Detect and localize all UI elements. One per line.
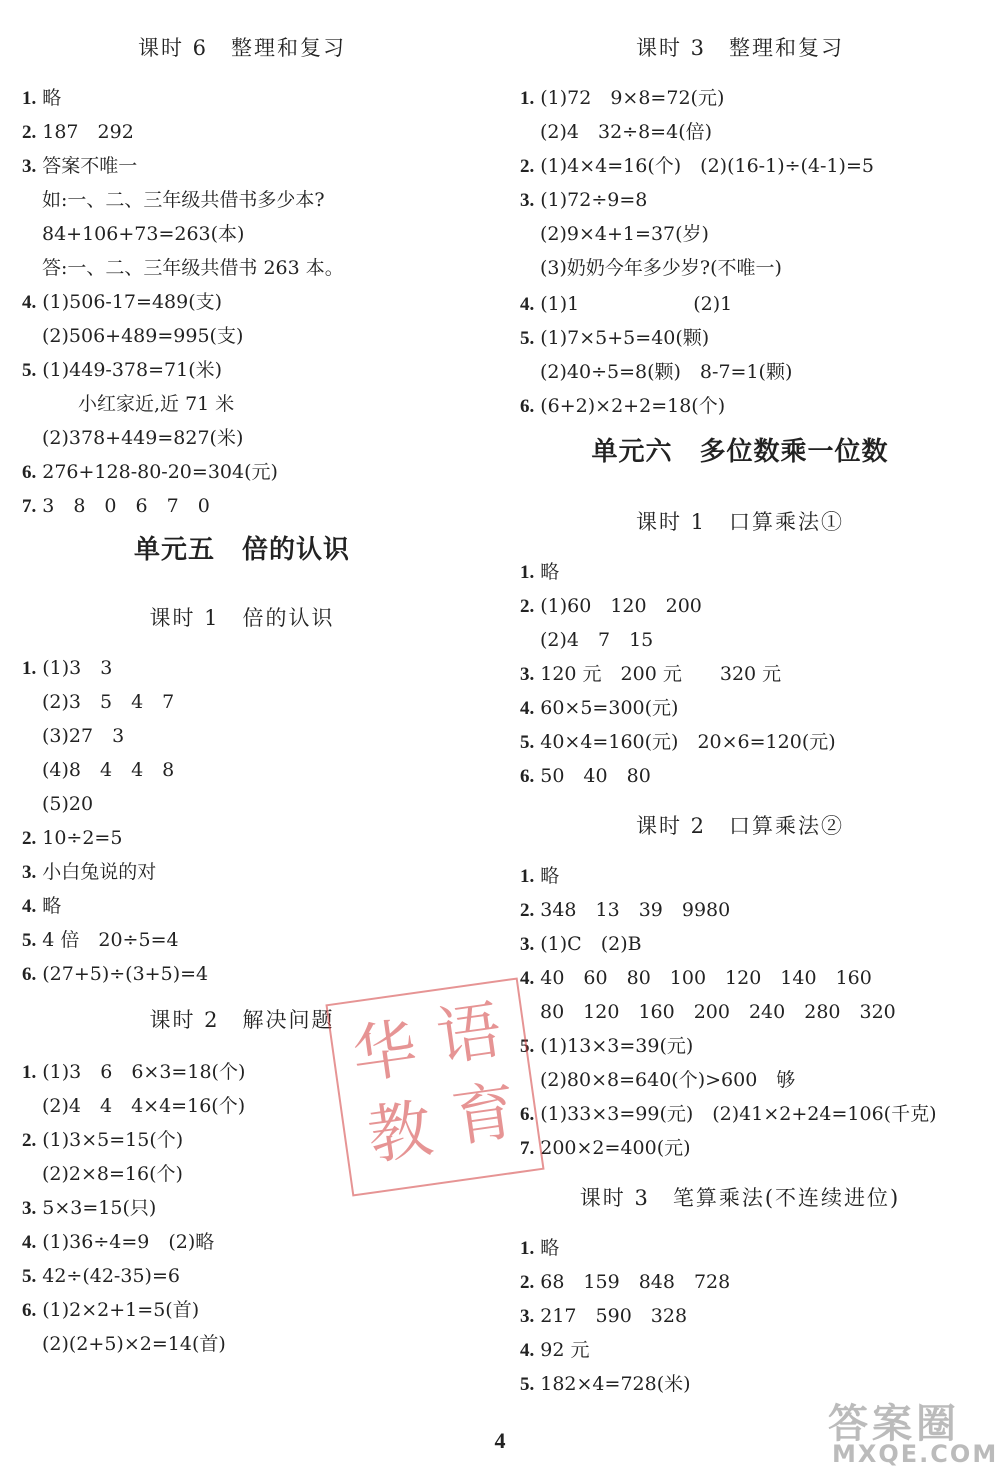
lesson-title — [22, 36, 462, 60]
answer-line — [42, 792, 93, 816]
answer-text: 4 倍 20÷5=4 — [42, 929, 179, 951]
answer-text: (5)20 — [42, 793, 94, 815]
answer-line — [520, 1270, 730, 1295]
answer-text: (1)506-17=489(支) — [42, 291, 223, 313]
answer-line — [520, 764, 651, 789]
answer-line — [42, 724, 124, 748]
question-number: 2. — [520, 596, 535, 617]
answer-line — [520, 394, 725, 419]
answer-text: (1)3 6 6×3=18(个) — [42, 1061, 246, 1083]
question-number: 4. — [22, 292, 37, 313]
question-number: 5. — [22, 360, 37, 381]
answer-text: 课时 1 倍的认识 — [149, 606, 335, 630]
question-number: 2. — [22, 828, 37, 849]
answer-text: (1)60 120 200 — [540, 595, 702, 617]
answer-line — [42, 188, 325, 212]
answer-line — [520, 292, 732, 317]
question-number: 3. — [520, 664, 535, 685]
answer-line — [42, 1094, 245, 1118]
answer-text: 68 159 848 728 — [540, 1271, 731, 1293]
answer-line — [520, 1372, 691, 1397]
answer-text: (2)4 7 15 — [540, 629, 654, 651]
answer-text: (27+5)÷(3+5)=4 — [42, 963, 209, 985]
answer-text: (1)72÷9=8 — [540, 189, 648, 211]
answer-line — [42, 256, 344, 280]
question-number: 4. — [22, 896, 37, 917]
answer-text: (2)40÷5=8(颗) 8-7=1(颗) — [540, 361, 793, 383]
answer-text: 课时 3 笔算乘法(不连续进位) — [579, 1186, 901, 1210]
corner-watermark — [818, 1392, 998, 1476]
answer-text: (3)奶奶今年多少岁?(不唯一) — [540, 257, 782, 279]
answer-line — [22, 1298, 199, 1323]
answer-text: (1)7×5+5=40(颗) — [540, 327, 710, 349]
answer-text: 课时 2 口算乘法② — [635, 814, 845, 838]
answer-text: 单元六 多位数乘一位数 — [591, 437, 889, 467]
answer-text: (1)3×5=15(个) — [42, 1129, 184, 1151]
answer-text: (4)8 4 4 8 — [42, 759, 175, 781]
question-number: 5. — [520, 732, 535, 753]
question-number: 1. — [520, 88, 535, 109]
answer-text: 200×2=400(元) — [540, 1137, 691, 1159]
answer-line — [540, 360, 792, 384]
question-number: 4. — [520, 968, 535, 989]
question-number: 3. — [22, 156, 37, 177]
answer-text: 187 292 — [42, 121, 134, 143]
answer-text: 略 — [42, 87, 62, 109]
answer-text: (1)72 9×8=72(元) — [540, 87, 725, 109]
lesson-title — [22, 606, 462, 630]
answer-line — [520, 188, 647, 213]
answer-text: 60×5=300(元) — [540, 697, 679, 719]
answer-text: (1)C (2)B — [540, 933, 642, 955]
question-number: 6. — [22, 462, 37, 483]
answer-text: 小白兔说的对 — [42, 861, 157, 883]
answer-text: 5×3=15(只) — [42, 1197, 157, 1219]
question-number: 2. — [520, 156, 535, 177]
answer-text: (1)1 (2)1 — [540, 293, 733, 315]
answer-line — [520, 662, 781, 687]
answer-line — [520, 1338, 589, 1363]
answer-text: (2)3 5 4 7 — [42, 691, 175, 713]
answer-line — [78, 392, 234, 416]
answer-text: 3 8 0 6 7 0 — [42, 495, 210, 517]
question-number: 4. — [520, 1340, 535, 1361]
answer-line — [520, 594, 702, 619]
page-number: 4 — [494, 1428, 506, 1453]
answer-line — [22, 120, 134, 145]
unit-title — [22, 535, 462, 565]
answer-line — [540, 1000, 896, 1024]
answer-text: (2)4 4 4×4=16(个) — [42, 1095, 246, 1117]
answer-line — [22, 962, 208, 987]
answer-line — [520, 1136, 691, 1161]
answer-text: 课时 6 整理和复习 — [137, 36, 347, 60]
answer-line — [520, 1304, 687, 1329]
answer-text: (2)2×8=16(个) — [42, 1163, 183, 1185]
answer-line — [520, 898, 730, 923]
answer-text: (6+2)×2+2=18(个) — [540, 395, 726, 417]
answer-text: 92 元 — [540, 1339, 590, 1361]
question-number: 2. — [22, 1130, 37, 1151]
answer-line — [520, 966, 872, 991]
answer-line — [520, 326, 709, 351]
answer-text: (1)3 3 — [42, 657, 113, 679]
question-number: 1. — [520, 866, 535, 887]
answer-line — [42, 1162, 183, 1186]
question-number: 4. — [22, 1232, 37, 1253]
answer-line — [42, 222, 244, 246]
answer-line — [520, 730, 836, 755]
answer-line — [42, 690, 174, 714]
question-number: 6. — [520, 396, 535, 417]
question-number: 6. — [22, 1300, 37, 1321]
answer-text: (2)9×4+1=37(岁) — [540, 223, 709, 245]
answer-line — [520, 696, 678, 721]
answer-text: 略 — [42, 895, 62, 917]
answer-text: 略 — [540, 865, 560, 887]
question-number: 5. — [22, 1266, 37, 1287]
answer-line — [22, 860, 156, 885]
answer-line — [520, 1236, 559, 1261]
watermark-url: MXQE.COM — [832, 1440, 999, 1468]
answer-text: 276+128-80-20=304(元) — [42, 461, 278, 483]
answer-text: 10÷2=5 — [42, 827, 123, 849]
unit-title — [520, 437, 960, 467]
answer-line — [42, 426, 243, 450]
question-number: 3. — [22, 862, 37, 883]
answer-line — [22, 1060, 245, 1085]
question-number: 5. — [22, 930, 37, 951]
stamp-char: 华 — [347, 1011, 422, 1094]
answer-text: 答案不唯一 — [42, 155, 138, 177]
stamp-char: 育 — [447, 1074, 522, 1157]
watermark-text: 答案圈 — [828, 1401, 960, 1447]
question-number: 5. — [520, 1374, 535, 1395]
answer-text: 略 — [540, 561, 560, 583]
answer-line — [22, 1264, 180, 1289]
answer-text: 348 13 39 9980 — [540, 899, 731, 921]
answer-line — [22, 894, 61, 919]
answer-line — [22, 460, 278, 485]
question-number: 3. — [520, 1306, 535, 1327]
answer-line — [520, 932, 642, 957]
answer-text: 课时 3 整理和复习 — [635, 36, 845, 60]
answer-text: (3)27 3 — [42, 725, 125, 747]
answer-line — [42, 758, 174, 782]
answer-line — [540, 1068, 795, 1092]
answer-text: (2)80×8=640(个)>600 够 — [540, 1069, 796, 1091]
answer-text: 40×4=160(元) 20×6=120(元) — [540, 731, 836, 753]
question-number: 4. — [520, 698, 535, 719]
answer-text: 42÷(42-35)=6 — [42, 1265, 180, 1287]
answer-line — [540, 120, 712, 144]
stamp-char: 教 — [363, 1092, 437, 1175]
lesson-title — [520, 1186, 960, 1210]
question-number: 3. — [22, 1198, 37, 1219]
question-number: 6. — [520, 766, 535, 787]
answer-text: (1)2×2+1=5(首) — [42, 1299, 200, 1321]
answer-text: 课时 1 口算乘法① — [635, 510, 845, 534]
question-number: 2. — [22, 122, 37, 143]
answer-text: 217 590 328 — [540, 1305, 688, 1327]
answer-text: 答:一、二、三年级共借书 263 本。 — [42, 257, 344, 279]
question-number: 3. — [520, 190, 535, 211]
answer-line — [22, 928, 179, 953]
answer-text: 120 元 200 元 320 元 — [540, 663, 782, 685]
question-number: 2. — [520, 1272, 535, 1293]
question-number: 1. — [22, 88, 37, 109]
answer-text: (1)4×4=16(个) (2)(16-1)÷(4-1)=5 — [540, 155, 874, 177]
answer-text: (1)36÷4=9 (2)略 — [42, 1231, 215, 1253]
answer-line — [42, 324, 243, 348]
answer-text: (2)4 32÷8=4(倍) — [540, 121, 713, 143]
answer-text: 40 60 80 100 120 140 160 — [540, 967, 872, 989]
answer-line — [22, 656, 112, 681]
answer-text: (2)506+489=995(支) — [42, 325, 244, 347]
answer-line — [520, 864, 559, 889]
answer-text: 略 — [540, 1237, 560, 1259]
answer-text: 单元五 倍的认识 — [133, 535, 350, 565]
answer-line — [540, 222, 709, 246]
answer-line — [22, 290, 222, 315]
question-number: 7. — [520, 1138, 535, 1159]
question-number: 5. — [520, 328, 535, 349]
answer-text: 小红家近,近 71 米 — [78, 393, 235, 415]
answer-text: 如:一、二、三年级共借书多少本? — [42, 189, 325, 211]
question-number: 1. — [520, 562, 535, 583]
answer-text: 50 40 80 — [540, 765, 651, 787]
answer-line — [22, 86, 61, 111]
question-number: 3. — [520, 934, 535, 955]
answer-line — [540, 256, 782, 280]
answer-line — [42, 1332, 226, 1356]
answer-text: (1)449-378=71(米) — [42, 359, 223, 381]
answer-line — [22, 1230, 214, 1255]
answer-line — [540, 628, 653, 652]
answer-text: (1)33×3=99(元) (2)41×2+24=106(千克) — [540, 1103, 937, 1125]
question-number: 6. — [520, 1104, 535, 1125]
question-number: 4. — [520, 294, 535, 315]
answer-text: 80 120 160 200 240 280 320 — [540, 1001, 896, 1023]
answer-text: 课时 2 解决问题 — [149, 1008, 335, 1032]
answer-line — [520, 1034, 693, 1059]
question-number: 1. — [22, 1062, 37, 1083]
answer-line — [520, 1102, 936, 1127]
question-number: 1. — [22, 658, 37, 679]
question-number: 1. — [520, 1238, 535, 1259]
answer-text: (2)(2+5)×2=14(首) — [42, 1333, 226, 1355]
answer-text: 84+106+73=263(本) — [42, 223, 245, 245]
lesson-title — [520, 814, 960, 838]
stamp-seal — [325, 977, 544, 1196]
answer-line — [22, 494, 210, 519]
answer-line — [22, 1128, 183, 1153]
question-number: 5. — [520, 1036, 535, 1057]
answer-line — [520, 86, 724, 111]
lesson-title — [520, 510, 960, 534]
answer-line — [22, 826, 122, 851]
lesson-title — [520, 36, 960, 60]
answer-line — [520, 154, 874, 179]
answer-line — [22, 1196, 156, 1221]
answer-line — [22, 154, 137, 179]
answer-text: (1)13×3=39(元) — [540, 1035, 694, 1057]
question-number: 2. — [520, 900, 535, 921]
answer-line — [520, 560, 559, 585]
answer-text: (2)378+449=827(米) — [42, 427, 244, 449]
answer-line — [22, 358, 222, 383]
answer-text: 182×4=728(米) — [540, 1373, 691, 1395]
question-number: 7. — [22, 496, 37, 517]
stamp-char: 语 — [432, 993, 506, 1076]
question-number: 6. — [22, 964, 37, 985]
